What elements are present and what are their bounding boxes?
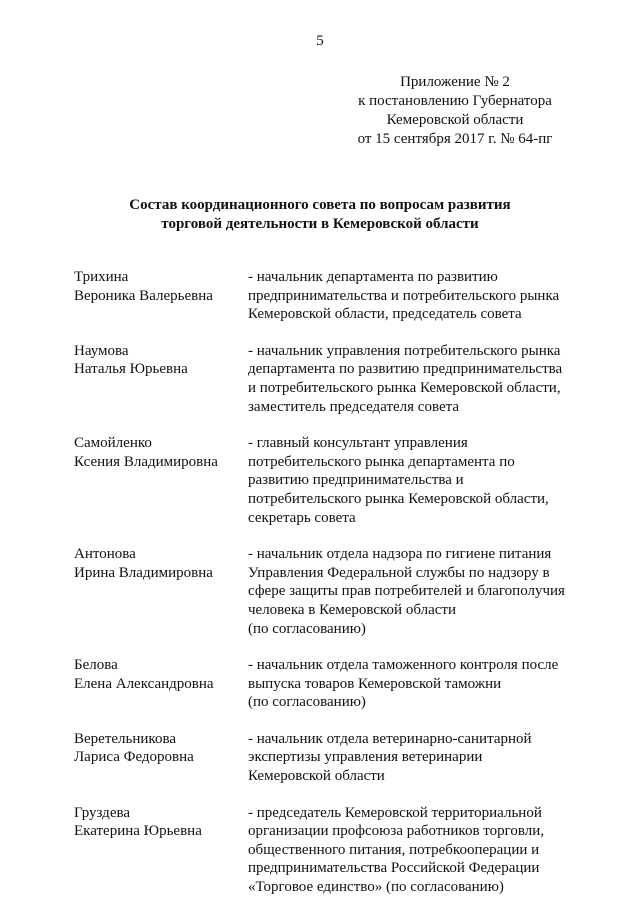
member-name [74, 342, 248, 416]
position-line: предпринимательства Российской Федерации [248, 860, 540, 877]
member-given-name: Наталья Юрьевна [74, 361, 188, 378]
appendix-reference: к постановлению Губернатора [358, 93, 552, 109]
position-line: экспертизы управления ветеринарии [248, 749, 483, 766]
member-position [248, 656, 564, 712]
member-surname: Белова [74, 657, 118, 674]
document-title-line: торговой деятельности в Кемеровской области [161, 216, 479, 232]
member-name [74, 545, 248, 638]
position-line: и потребительского рынка Кемеровской области, [248, 379, 561, 396]
position-line: (по согласованию) [248, 694, 366, 711]
member-surname: Наумова [74, 342, 129, 359]
member-position [248, 545, 564, 638]
position-line: общественного питания, потребкооперации и [248, 841, 540, 858]
appendix-region: Кемеровской области [386, 112, 524, 128]
member-position [248, 804, 564, 897]
member-position [248, 730, 564, 786]
position-line: департамента по развитию предпринимательства [248, 361, 563, 378]
member-row [74, 268, 564, 324]
member-name [74, 656, 248, 712]
member-row [74, 804, 564, 897]
member-name [74, 434, 248, 527]
member-row [74, 434, 564, 527]
position-line: - начальник отдела ветеринарно-санитарной [248, 730, 532, 747]
position-line: «Торговое единство» (по согласованию) [248, 879, 504, 896]
member-surname: Антонова [74, 546, 136, 563]
member-name [74, 804, 248, 897]
position-line: заместитель председателя совета [248, 398, 460, 415]
appendix-date: от 15 сентября 2017 г. № 64-пг [357, 131, 553, 147]
member-list [74, 268, 564, 915]
position-line: - начальник отдела таможенного контроля после [248, 657, 559, 674]
member-name [74, 268, 248, 324]
member-given-name: Вероника Валерьевна [74, 287, 213, 304]
position-line: человека в Кемеровской области [248, 601, 456, 618]
member-surname: Трихина [74, 269, 129, 285]
member-row [74, 656, 564, 712]
position-line: секретарь совета [248, 509, 356, 526]
member-given-name: Ксения Владимировна [74, 453, 218, 470]
member-given-name: Екатерина Юрьевна [74, 823, 202, 840]
position-line: - председатель Кемеровской территориальной [248, 804, 542, 821]
member-name [74, 730, 248, 786]
member-given-name: Лариса Федоровна [74, 749, 194, 766]
document-title-line: Состав координационного совета по вопросам развития [129, 197, 511, 213]
position-line: развитию предпринимательства и [248, 472, 464, 489]
position-line: потребительского рынка департамента по [248, 453, 515, 470]
member-row [74, 545, 564, 638]
position-line: - главный консультант управления [248, 435, 468, 452]
position-line: предпринимательства и потребительского рынка [248, 287, 560, 304]
member-given-name: Елена Александровна [74, 675, 214, 692]
member-position [248, 268, 564, 324]
position-line: Кемеровской области, председатель совета [248, 306, 522, 323]
member-given-name: Ирина Владимировна [74, 564, 213, 581]
position-line: потребительского рынка Кемеровской области, [248, 490, 549, 507]
appendix-number: Приложение № 2 [400, 74, 510, 90]
position-line: Кемеровской области [248, 768, 385, 785]
member-surname: Груздева [74, 804, 131, 821]
position-line: организации профсоюза работников торговли, [248, 823, 545, 840]
position-line: - начальник отдела надзора по гигиене питания [248, 546, 552, 563]
position-line: Управления Федеральной службы по надзору в [248, 564, 550, 581]
position-line: - начальник управления потребительского рынка [248, 342, 561, 359]
position-line: - начальник департамента по развитию [248, 269, 498, 285]
member-position [248, 434, 564, 527]
position-line: (по согласованию) [248, 620, 366, 637]
member-position [248, 342, 564, 416]
page-number: 5 [316, 33, 324, 49]
member-surname: Самойленко [74, 435, 152, 452]
position-line: сфере защиты прав потребителей и благополучия [248, 583, 565, 600]
member-surname: Веретельникова [74, 730, 176, 747]
appendix-header [340, 73, 570, 149]
document-title [80, 196, 560, 234]
position-line: выпуска товаров Кемеровской таможни [248, 675, 502, 692]
member-row [74, 730, 564, 786]
member-row [74, 342, 564, 416]
